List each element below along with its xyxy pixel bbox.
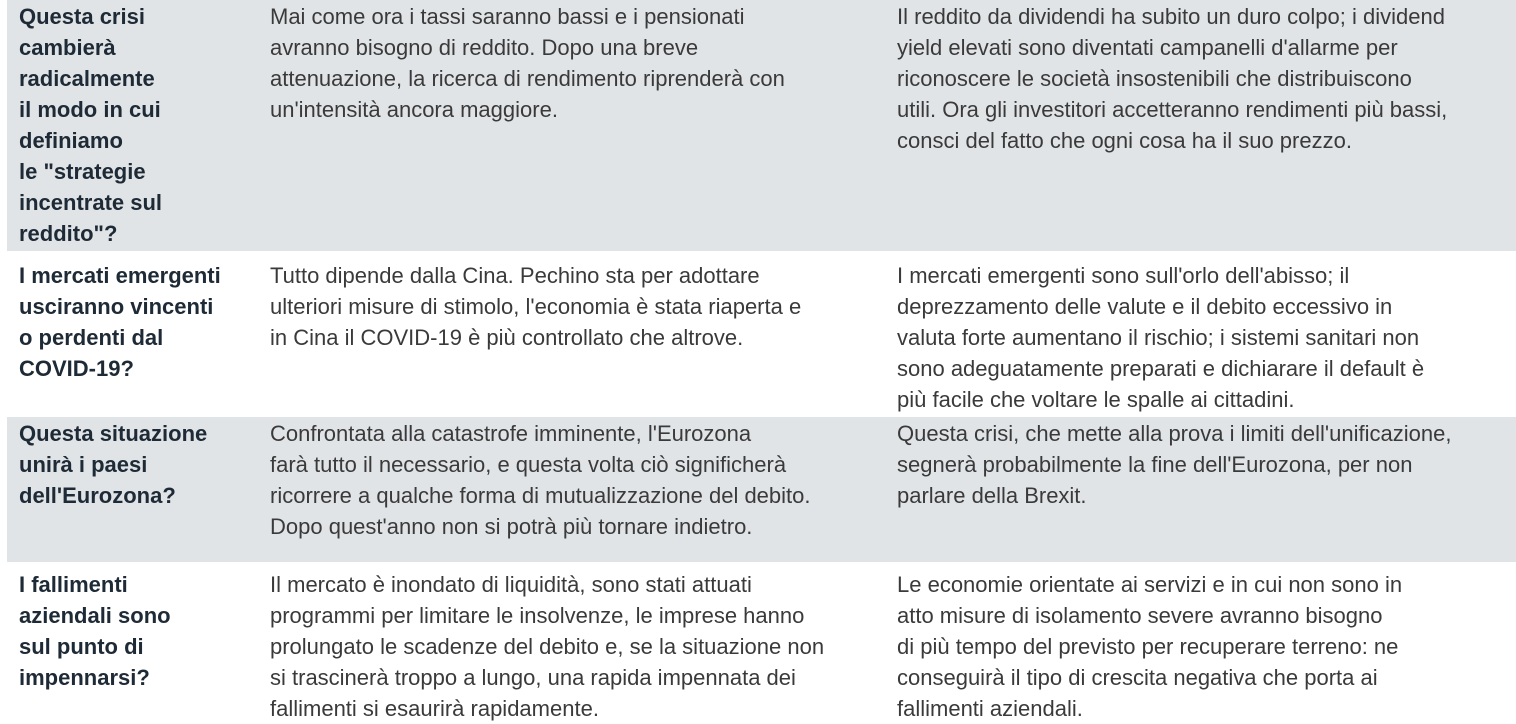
table-row: [7, 259, 1516, 416]
question-cell: I mercati emergenti usciranno vincenti o perdenti dal COVID-19?: [19, 263, 221, 381]
table-row: [7, 417, 1516, 562]
answer-cell-second: Questa crisi, che mette alla prova i limiti dell'unificazione, segnerà probabilmente la fine dell'Eurozona, per non parlare della Brexit.: [897, 421, 1452, 508]
answer-cell-second: Il reddito da dividendi ha subito un duro colpo; i dividend yield elevati sono diventati campanelli d'allarme per riconoscere le società insostenibili che distribuiscono utili. Ora gli investitori accetteranno rendimenti più bassi, consci del fatto che ogni cosa ha il suo prezzo.: [897, 4, 1448, 153]
table-row: [7, 568, 1516, 721]
answer-cell-first: Mai come ora i tassi saranno bassi e i pensionati avranno bisogno di reddito. Dopo una breve attenuazione, la ricerca di rendimento riprenderà con un'intensità ancora maggiore.: [270, 4, 785, 122]
question-cell: Questa situazione unirà i paesi dell'Eurozona?: [19, 421, 208, 508]
table-row: [7, 0, 1516, 251]
answer-cell-second: Le economie orientate ai servizi e in cui non sono in atto misure di isolamento severe avranno bisogno di più tempo del previsto per recuperare terreno: ne conseguirà il tipo di crescita negativa che porta ai fallimenti aziendali.: [897, 572, 1403, 721]
question-cell: Questa crisi cambierà radicalmente il modo in cui definiamo le "strategie incentrate sul reddito"?: [19, 4, 163, 246]
question-cell: I fallimenti aziendali sono sul punto di impennarsi?: [19, 572, 171, 690]
answer-cell-first: Confrontata alla catastrofe imminente, l'Eurozona farà tutto il necessario, e questa volta ciò significherà ricorrere a qualche forma di mutualizzazione del debito. Dopo quest'anno non si potrà più tornare indietro.: [270, 421, 811, 539]
answer-cell-second: I mercati emergenti sono sull'orlo dell'abisso; il deprezzamento delle valute e il debito eccessivo in valuta forte aumentano il rischio; i sistemi sanitari non sono adeguatamente preparati e dichiarare il default è più facile che voltare le spalle ai cittadini.: [897, 263, 1425, 412]
answer-cell-first: Il mercato è inondato di liquidità, sono stati attuati programmi per limitare le insolvenze, le imprese hanno prolungato le scadenze del debito e, se la situazione non si trascinerà troppo a lungo, una rapida impennata dei fallimenti si esaurirà rapidamente.: [270, 572, 825, 721]
answer-cell-first: Tutto dipende dalla Cina. Pechino sta per adottare ulteriori misure di stimolo, l'economia è stata riaperta e in Cina il COVID-19 è più controllato che altrove.: [270, 263, 802, 350]
